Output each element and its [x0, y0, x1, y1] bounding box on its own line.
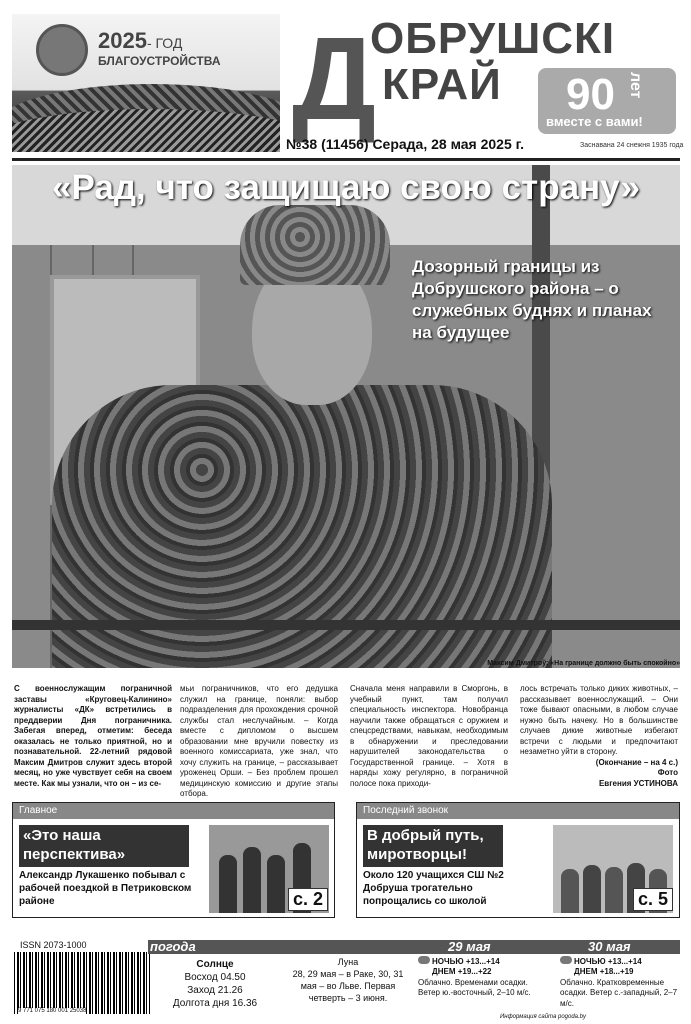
promo-box-last-bell[interactable]	[356, 802, 680, 918]
founded-date: Заснавана 24 снежня 1935 года	[580, 142, 684, 149]
anniversary-sub: вместе с вами!	[546, 114, 643, 129]
forecast-date-1: 29 мая	[448, 939, 491, 954]
night-temp: НОЧЬЮ +13...+14	[432, 957, 500, 966]
newspaper-title-line2: КРАЙ	[382, 60, 502, 109]
page-reference: с. 5	[633, 888, 673, 911]
article-column-2: мьи пограничников, что его дедушка служил на границе, поняли: выбор подразделения для прохождения срочной службы стал неслучайным. – Когда вместе с дипломом о высшем образовании мне вручили повестку из военного комиссариата, уже знал, что хочу служить на границе, – рассказывает уроженец Орши. – Без проблем прошел медицинскую комиссию и другие этапы отбора.	[180, 684, 338, 799]
barcode-number: 9 771 075 180 001 25038	[18, 1008, 87, 1014]
cover-photo	[12, 165, 680, 668]
weather-source: Информация сайта pogoda.by	[500, 1014, 587, 1020]
day-temp: ДНЕМ +19...+22	[432, 967, 492, 977]
promo-tag: Последний звонок	[357, 803, 679, 819]
weather-title: погода	[150, 939, 196, 954]
barcode	[14, 952, 150, 1014]
moon-text: 28, 29 мая – в Раке, 30, 31 мая – во Льве. Первая четверть – 3 июня.	[292, 969, 404, 1004]
sunrise: Восход 04.50	[184, 972, 246, 983]
issue-info: №38 (11456) Серада, 28 мая 2025 г.	[286, 136, 524, 152]
anniversary-number: 90	[566, 70, 615, 119]
article-column-3: Сначала меня направили в Сморгонь, в учебный пункт, там получил специальность инспектора. Новобранца научили также обращаться с оружием и спецсредствами, навыкам, необходимым в обнаружении и преследовании нарушителей законодательства о Государственной границе. – Хотя в наряды хожу регулярно, в пограничной полосе пока приходи-	[350, 684, 508, 788]
day-length: Долгота дня 16.36	[172, 998, 258, 1009]
divider	[12, 158, 680, 161]
title-letter: Д	[292, 13, 377, 145]
emblem-icon	[36, 24, 88, 76]
year-label: 2025- ГОД	[98, 28, 183, 53]
sun-title: Солнце	[196, 959, 234, 970]
continuation-note: (Окончание – на 4 с.)	[595, 757, 678, 767]
cloud-rain-icon	[560, 956, 572, 964]
promo-headline: В добрый путь, миротворцы!	[363, 825, 503, 867]
page-reference: с. 2	[288, 888, 328, 911]
issn: ISSN 2073-1000	[20, 940, 87, 950]
article-author: Евгения УСТИНОВА	[598, 778, 678, 788]
promo-headline: «Это наша перспектива»	[19, 825, 189, 867]
moon-info	[288, 956, 408, 1005]
promo-box-main[interactable]	[12, 802, 335, 918]
forecast-desc: Облачно. Временами осадки. Ветер ю.-восточный, 2–10 м/с.	[418, 977, 531, 998]
photo-caption: Максим Дмитроў: «На границе должно быть спокойно»	[487, 660, 680, 667]
forecast-desc: Облачно. Кратковременные осадки. Ветер с.-западный, 2–7 м/с.	[560, 977, 678, 1008]
photo-credit: Фото	[657, 768, 678, 778]
moon-title: Луна	[337, 957, 359, 967]
forecast-date-2: 30 мая	[588, 939, 631, 954]
article-column-1: С военнослужащим пограничной заставы «Круговец-Калинино» журналисты «ДК» встретились в преддверии Дня пограничника. Забегая вперед, отметим: беседа оказалась не только приятной, но и познавательной. 22-летний рядовой Максим Дмитров служит здесь второй месяц, но уже чувствует себя на своем месте. Как мы узнали, что он – из се-	[14, 684, 172, 788]
forecast-day-2	[560, 956, 680, 1009]
sunset: Заход 21.26	[187, 985, 243, 996]
anniversary-unit: лет	[627, 72, 644, 99]
day-temp: ДНЕМ +18...+19	[574, 967, 634, 977]
promo-text: Александр Лукашенко побывал с рабочей поездкой в Петриковском районе	[19, 870, 192, 907]
forecast-day-1	[418, 956, 548, 999]
promo-tag: Главное	[13, 803, 334, 819]
cloud-rain-icon	[418, 956, 430, 964]
sun-info	[150, 958, 280, 1010]
night-temp: НОЧЬЮ +13...+14	[574, 957, 642, 966]
cover-headline: «Рад, что защищаю свою страну»	[52, 168, 640, 207]
year-sub: БЛАГОУСТРОЙСТВА	[98, 54, 221, 68]
ornament-pattern	[12, 109, 280, 152]
newspaper-title-line1: ОБРУШСКІ	[370, 14, 616, 63]
cover-subhead: Дозорный границы из Добрушского района – о служебных буднях и планах на будущее	[412, 257, 652, 343]
article-column-4: лось встречать только диких животных, – рассказывает военнослужащий. – Они тоже бывают опасными, в любом случае нужно быть начеку. Но в большинстве случаев дикие животные избегают встречи с людьми и предпочитают незаметно уйти в сторону. (Окончание – на 4 с.) Фото Евгения УСТИНОВА	[520, 684, 678, 788]
promo-text: Около 120 учащихся СШ №2 Добруша трогательно попрощались со школой	[363, 870, 504, 907]
